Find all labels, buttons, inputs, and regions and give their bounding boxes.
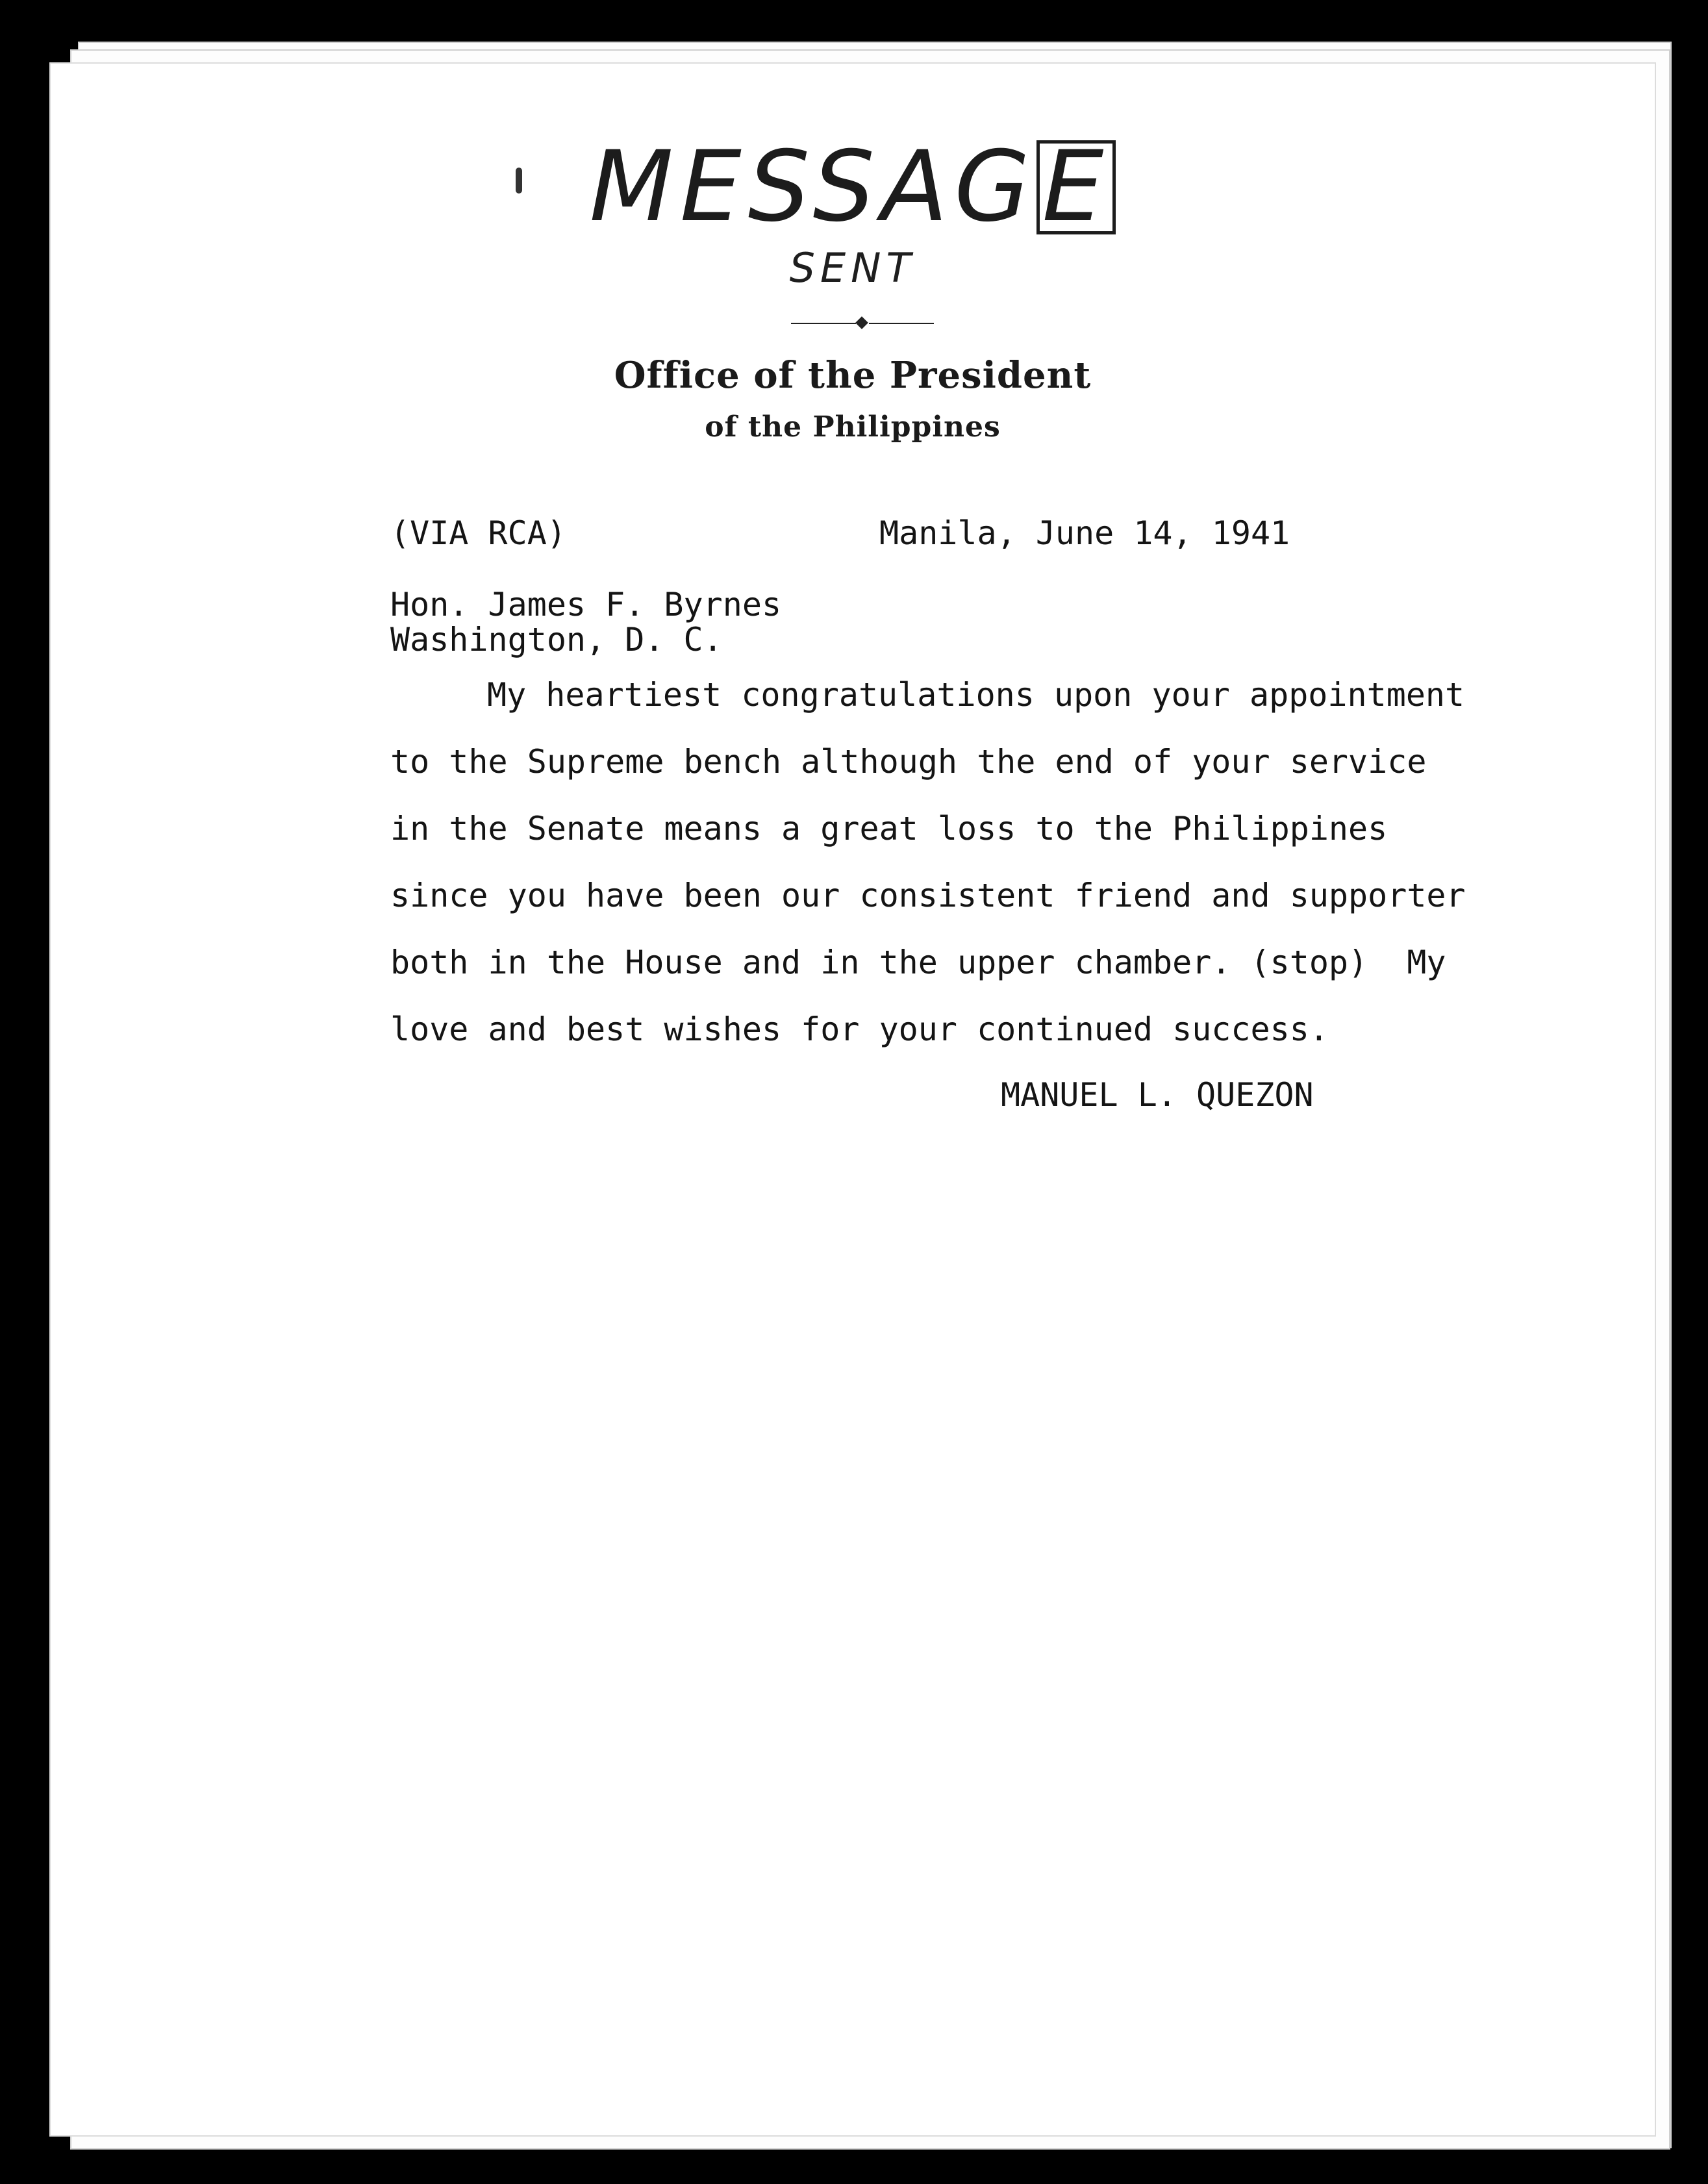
signature: MANUEL L. QUEZON <box>1001 1076 1314 1114</box>
body-line: since you have been our consistent friend and supporter <box>390 877 1466 914</box>
divider-line <box>791 323 856 324</box>
letterhead-title-boxed-letter: E <box>1036 140 1116 234</box>
body-line: to the Supreme bench although the end of your service <box>390 743 1427 781</box>
letterhead-title <box>51 131 1655 244</box>
ornamental-divider <box>791 322 934 325</box>
recipient-address: Washington, D. C. <box>390 621 723 659</box>
letterhead-subtitle: SENT <box>789 244 916 292</box>
transmission-route: (VIA RCA) <box>390 514 566 552</box>
office-country: of the Philippines <box>705 410 1001 444</box>
body-line: both in the House and in the upper chamber. (stop) My <box>390 944 1446 981</box>
place-and-date: Manila, June 14, 1941 <box>879 514 1290 552</box>
recipient-name: Hon. James F. Byrnes <box>390 586 782 623</box>
body-line: love and best wishes for your continued success. <box>390 1010 1329 1048</box>
divider-line <box>869 323 934 324</box>
message-page <box>49 62 1656 2137</box>
office-name: Office of the President <box>614 354 1092 397</box>
body-line: in the Senate means a great loss to the Philippines <box>390 810 1388 847</box>
letterhead-title-text: MESSAG <box>589 131 1036 244</box>
body-line: My heartiest congratulations upon your appointment <box>487 676 1465 714</box>
divider-diamond <box>855 316 868 329</box>
